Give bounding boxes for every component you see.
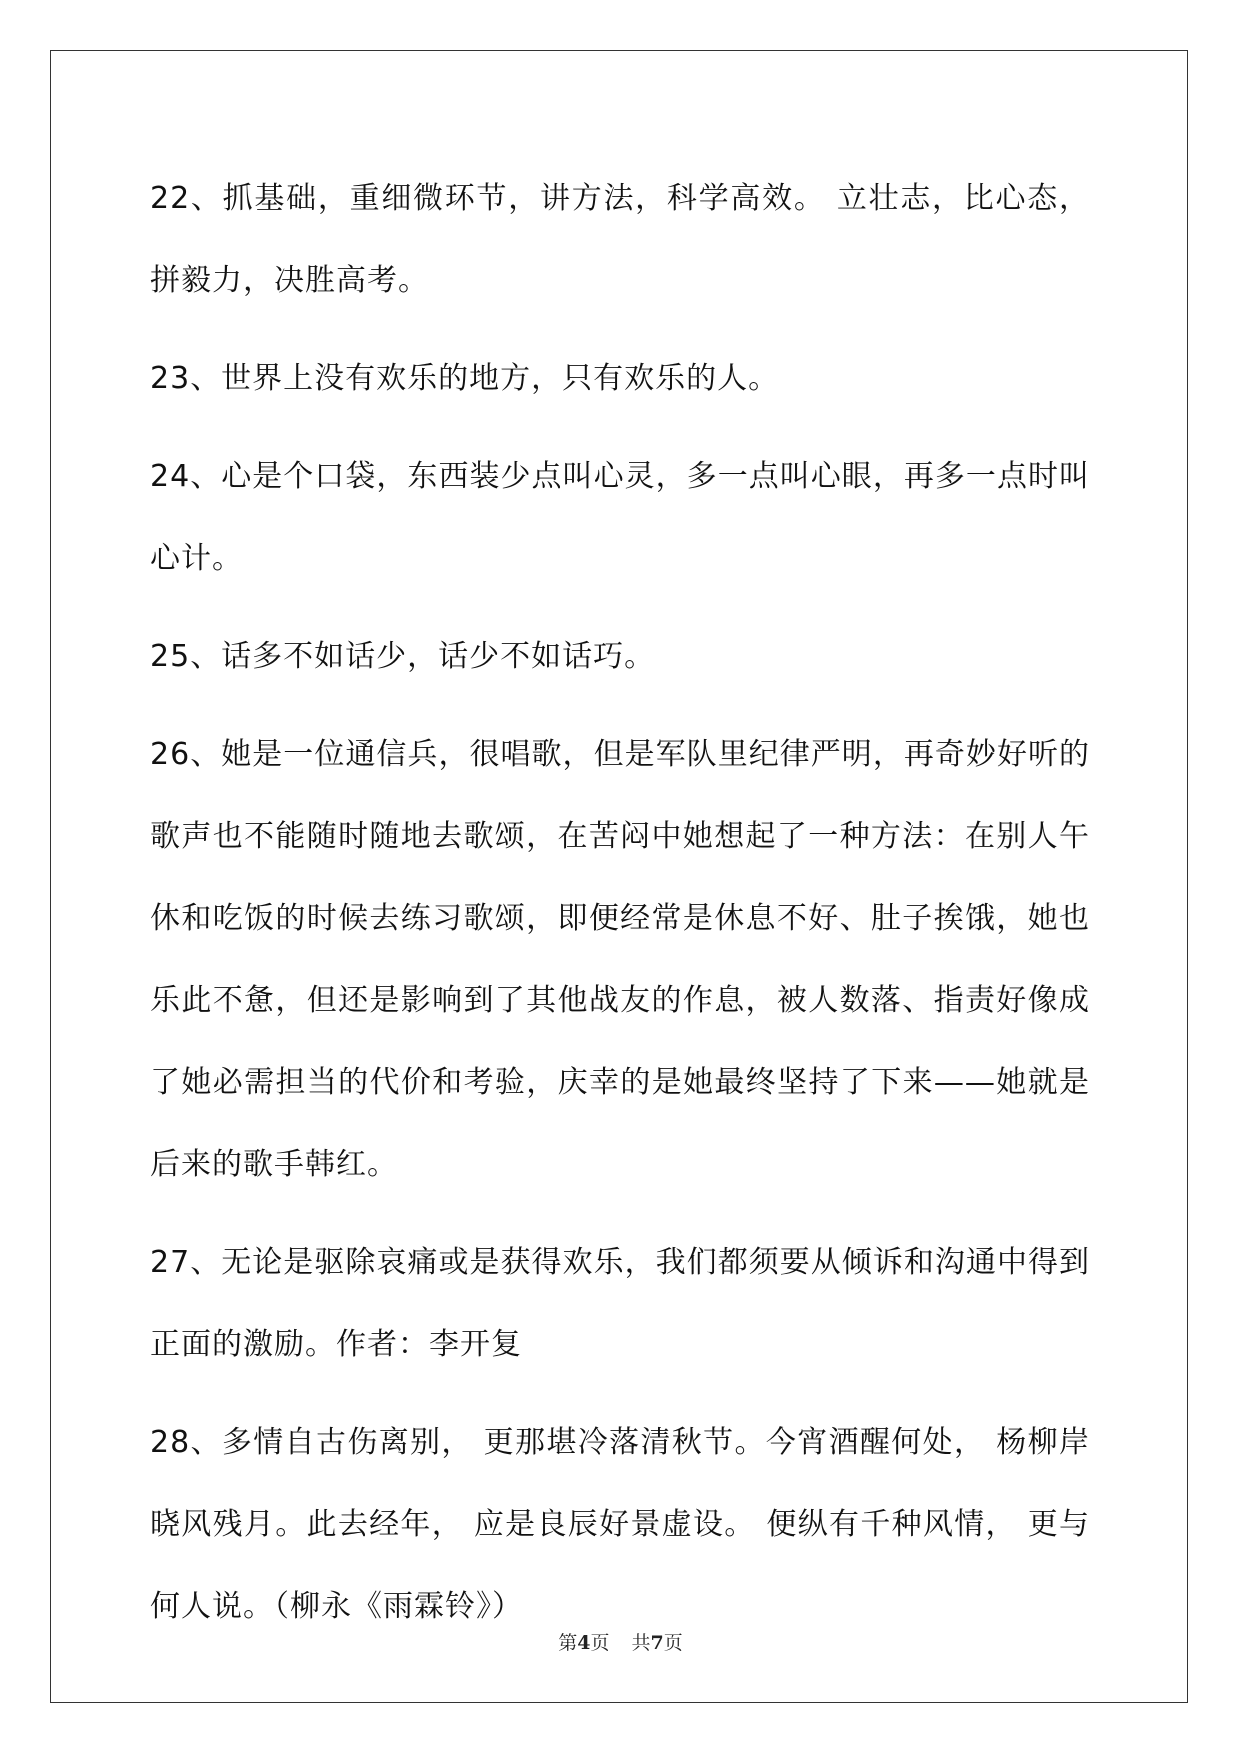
footer-total-prefix: 共: [631, 1632, 651, 1654]
paragraph-27: [150, 1222, 1090, 1386]
paragraph-text: 、无论是驱除哀痛或是获得欢乐，我们都须要从倾诉和沟通中得到正面的激励。作者：李开复: [150, 1245, 1090, 1362]
paragraph-number: 24: [150, 459, 191, 494]
paragraph-number: 25: [150, 639, 191, 674]
paragraph-text: 、心是个口袋，东西装少点叫心灵，多一点叫心眼，再多一点时叫心计。: [150, 459, 1090, 576]
footer-total-suffix: 页: [663, 1632, 683, 1654]
paragraph-number: 23: [150, 361, 191, 396]
paragraph-text: 、她是一位通信兵，很唱歌，但是军队里纪律严明，再奇妙好听的歌声也不能随时随地去歌颂，在苦闷中她想起了一种方法：在别人午休和吃饭的时候去练习歌颂，即便经常是休息不好、肚子挨饿，她也乐此不惫，但还是影响到了其他战友的作息，被人数落、指责好像成了她必需担当的代价和考验，庆幸的是她最终坚持了下来——她就是后来的歌手韩红。: [150, 737, 1090, 1182]
paragraph-number: 22: [150, 181, 191, 216]
document-body: [150, 158, 1090, 1664]
paragraph-24: [150, 436, 1090, 600]
paragraph-text: 、话多不如话少，话少不如话巧。: [190, 639, 656, 674]
total-page-count: 7: [650, 1632, 664, 1654]
page-footer: [0, 1628, 1241, 1655]
paragraph-22: [150, 158, 1090, 322]
paragraph-number: 28: [150, 1425, 191, 1460]
footer-page-suffix: 页: [590, 1632, 610, 1654]
paragraph-25: [150, 616, 1090, 698]
paragraph-28: [150, 1402, 1090, 1648]
paragraph-text: 、世界上没有欢乐的地方，只有欢乐的人。: [190, 361, 780, 396]
paragraph-text: 、抓基础，重细微环节，讲方法，科学高效。 立壮志，比心态，拼毅力，决胜高考。: [150, 181, 1090, 298]
current-page-number: 4: [577, 1632, 591, 1654]
footer-prefix: 第: [558, 1632, 578, 1654]
paragraph-26: [150, 714, 1090, 1206]
paragraph-number: 26: [150, 737, 191, 772]
paragraph-23: [150, 338, 1090, 420]
paragraph-number: 27: [150, 1245, 191, 1280]
paragraph-text: 、多情自古伤离别， 更那堪冷落清秋节。今宵酒醒何处， 杨柳岸晓风残月。此去经年， 应是良辰好景虚设。 便纵有千种风情， 更与何人说。（柳永《雨霖铃》）: [150, 1425, 1090, 1624]
